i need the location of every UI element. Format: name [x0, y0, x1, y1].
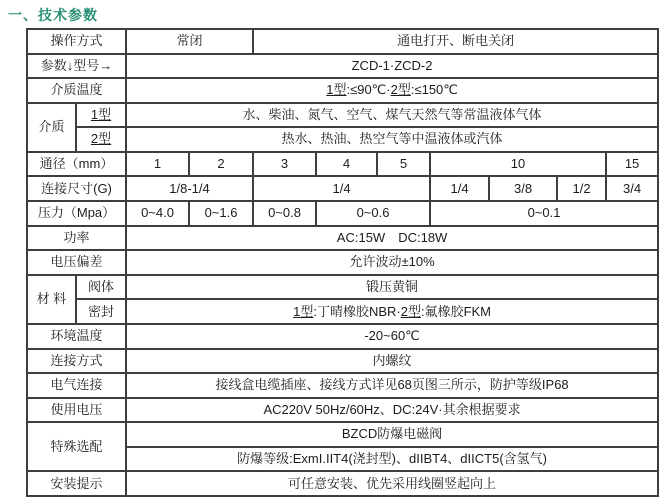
diameter-value: 10	[430, 152, 606, 177]
connection-size-value: 1/4	[430, 176, 489, 201]
material-label: 材 料	[27, 275, 76, 324]
row-medium-temp	[27, 78, 658, 103]
voltage-deviation-value: 允许波动±10%	[126, 250, 658, 275]
diameter-label: 通径（mm）	[27, 152, 126, 177]
material-seal-value	[126, 299, 658, 324]
special-option-value2: 防爆等级:ExmI.IIT4(浇封型)、dIIBT4、dIICT5(含氢气)	[126, 447, 658, 472]
medium-temp-type2: 2型	[390, 82, 411, 98]
connection-size-value: 1/2	[557, 176, 606, 201]
diameter-value: 3	[253, 152, 316, 177]
diameter-value: 1	[126, 152, 189, 177]
voltage-deviation-label: 电压偏差	[27, 250, 126, 275]
pressure-value: 0~4.0	[126, 201, 189, 226]
material-seal-label: 密封	[76, 299, 126, 324]
model-value: ZCD-1·ZCD-2	[126, 54, 658, 79]
material-body-value: 锻压黄铜	[126, 275, 658, 300]
row-special-option-1	[27, 422, 658, 447]
seal-type2-material: :氟橡胶FKM	[420, 303, 492, 319]
pressure-value: 0~1.6	[189, 201, 253, 226]
seal-type1-material: :丁晴橡胶NBR·	[313, 303, 401, 319]
diameter-value: 5	[377, 152, 430, 177]
medium-type1-label-text: 1型	[90, 106, 112, 122]
diameter-value: 2	[189, 152, 253, 177]
connection-size-value: 3/4	[606, 176, 658, 201]
row-pressure	[27, 201, 658, 226]
operating-voltage-label: 使用电压	[27, 398, 126, 423]
operation-label: 操作方式	[27, 29, 126, 54]
medium-temp-range1: :≤90℃·	[346, 82, 391, 98]
row-installation	[27, 471, 658, 496]
medium-type2-label-text: 2型	[90, 131, 112, 147]
special-option-value1: BZCD防爆电磁阀	[126, 422, 658, 447]
medium-temp-value	[126, 78, 658, 103]
down-arrow-icon: ↓	[66, 57, 74, 73]
pressure-value: 0~0.1	[430, 201, 658, 226]
medium-temp-type1: 1型	[326, 82, 347, 98]
row-connection-type	[27, 349, 658, 374]
page-title: 一、技术参数	[8, 7, 98, 23]
row-power	[27, 226, 658, 251]
connection-size-value: 3/8	[489, 176, 557, 201]
installation-label: 安装提示	[27, 471, 126, 496]
material-body-label: 阀体	[76, 275, 126, 300]
electrical-connection-value: 接线盒电缆插座、接线方式详见68页图三所示，防护等级IP68	[126, 373, 658, 398]
row-electrical-connection	[27, 373, 658, 398]
ambient-temp-value: -20~60℃	[126, 324, 658, 349]
medium-temp-label: 介质温度	[27, 78, 126, 103]
model-label-model: 型号	[73, 57, 100, 73]
operation-normally-closed: 常闭	[126, 29, 253, 54]
medium-type2-value: 热水、热油、热空气等中温液体或汽体	[126, 127, 658, 152]
pressure-value: 0~0.8	[253, 201, 316, 226]
row-operating-voltage	[27, 398, 658, 423]
diameter-value: 4	[316, 152, 377, 177]
row-material-body	[27, 275, 658, 300]
row-material-seal	[27, 299, 658, 324]
row-diameter	[27, 152, 658, 177]
medium-label: 介质	[27, 103, 76, 152]
connection-size-label: 连接尺寸(G)	[27, 176, 126, 201]
medium-type2-label	[76, 127, 126, 152]
operation-behavior: 通电打开、断电关闭	[253, 29, 658, 54]
power-value: AC:15W DC:18W	[126, 226, 658, 251]
ambient-temp-label: 环境温度	[27, 324, 126, 349]
row-operation	[27, 29, 658, 54]
installation-value: 可任意安装、优先采用线圈竖起向上	[126, 471, 658, 496]
pressure-label: 压力（Mpa）	[27, 201, 126, 226]
connection-size-value: 1/8-1/4	[126, 176, 253, 201]
diameter-value: 15	[606, 152, 658, 177]
connection-type-value: 内螺纹	[126, 349, 658, 374]
pressure-value: 0~0.6	[316, 201, 430, 226]
operating-voltage-value: AC220V 50Hz/60Hz、DC:24V·其余根据要求	[126, 398, 658, 423]
row-medium-type2	[27, 127, 658, 152]
connection-type-label: 连接方式	[27, 349, 126, 374]
medium-temp-range2: :≤150℃	[410, 82, 458, 98]
row-ambient-temp	[27, 324, 658, 349]
medium-type1-label	[76, 103, 126, 128]
row-voltage-deviation	[27, 250, 658, 275]
special-option-label: 特殊选配	[27, 422, 126, 471]
seal-type2: 2型	[400, 303, 421, 319]
right-arrow-icon: →	[99, 57, 113, 73]
model-label-param: 参数	[40, 57, 67, 73]
medium-type1-value: 水、柴油、氮气、空气、煤气天然气等常温液体气体	[126, 103, 658, 128]
row-medium-type1	[27, 103, 658, 128]
row-connection-size	[27, 176, 658, 201]
row-model	[27, 54, 658, 79]
connection-size-value: 1/4	[253, 176, 430, 201]
tech-params-table	[26, 28, 659, 497]
model-label	[27, 54, 126, 79]
seal-type1: 1型	[293, 303, 314, 319]
electrical-connection-label: 电气连接	[27, 373, 126, 398]
power-label: 功率	[27, 226, 126, 251]
